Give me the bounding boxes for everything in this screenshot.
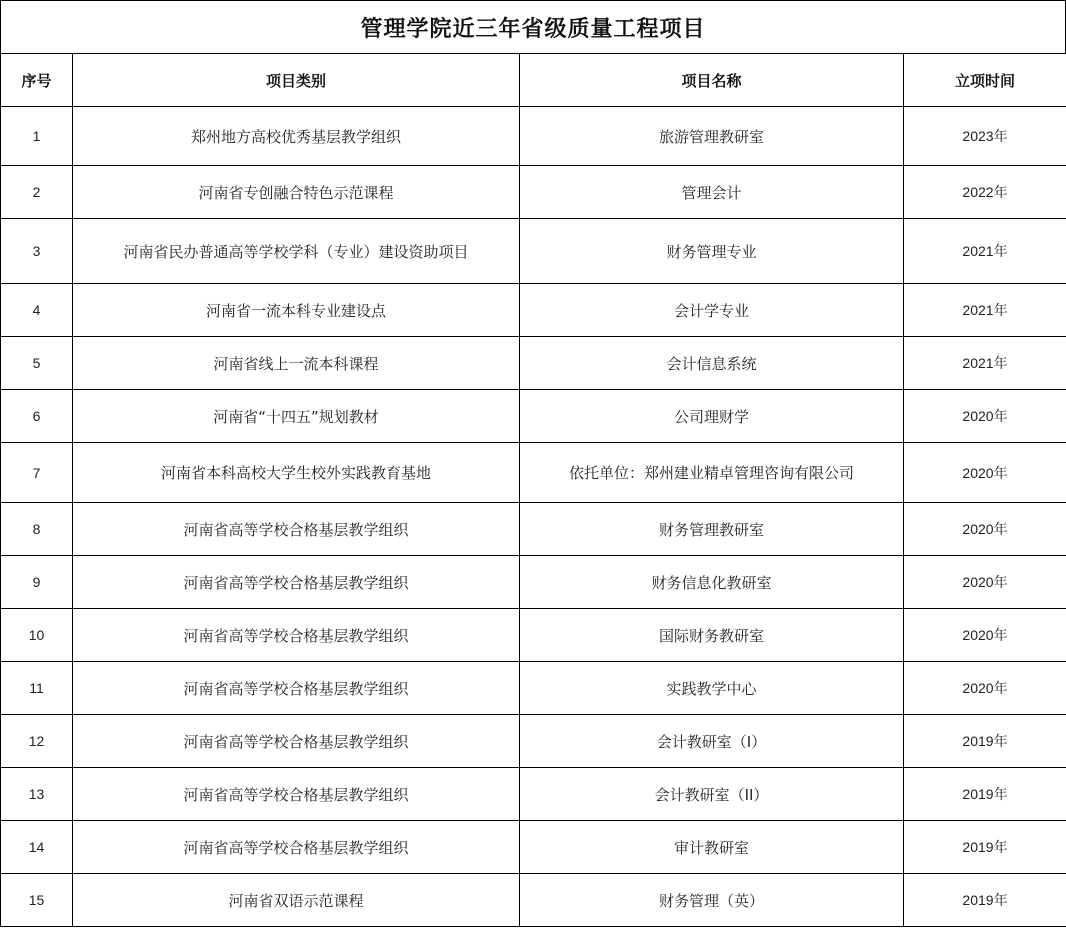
cell-category: 河南省一流本科专业建设点	[73, 284, 520, 337]
table-row	[1, 390, 1066, 443]
table-row	[1, 609, 1066, 662]
cell-category: 河南省专创融合特色示范课程	[73, 166, 520, 219]
cell-year: 2020年	[904, 503, 1066, 556]
cell-name: 审计教研室	[520, 821, 904, 874]
cell-name: 财务管理教研室	[520, 503, 904, 556]
cell-year: 2020年	[904, 609, 1066, 662]
cell-name: 财务管理专业	[520, 219, 904, 284]
cell-category: 郑州地方高校优秀基层教学组织	[73, 107, 520, 166]
cell-category: 河南省高等学校合格基层教学组织	[73, 609, 520, 662]
table-row	[1, 715, 1066, 768]
cell-name: 财务管理（英）	[520, 874, 904, 927]
cell-year: 2019年	[904, 821, 1066, 874]
cell-category: 河南省高等学校合格基层教学组织	[73, 821, 520, 874]
table-row	[1, 662, 1066, 715]
table-row	[1, 219, 1066, 284]
cell-name: 实践教学中心	[520, 662, 904, 715]
cell-category: 河南省高等学校合格基层教学组织	[73, 768, 520, 821]
table-row	[1, 556, 1066, 609]
cell-category: 河南省线上一流本科课程	[73, 337, 520, 390]
cell-index: 15	[1, 874, 73, 927]
header-name: 项目名称	[520, 54, 904, 107]
cell-year: 2020年	[904, 390, 1066, 443]
table-row	[1, 107, 1066, 166]
cell-name: 公司理财学	[520, 390, 904, 443]
cell-category: 河南省高等学校合格基层教学组织	[73, 503, 520, 556]
cell-index: 11	[1, 662, 73, 715]
table-row	[1, 503, 1066, 556]
cell-year: 2020年	[904, 662, 1066, 715]
cell-year: 2021年	[904, 219, 1066, 284]
table-row	[1, 821, 1066, 874]
cell-name: 依托单位：郑州建业精卓管理咨询有限公司	[520, 443, 904, 503]
cell-year: 2023年	[904, 107, 1066, 166]
cell-index: 10	[1, 609, 73, 662]
cell-name: 财务信息化教研室	[520, 556, 904, 609]
cell-year: 2021年	[904, 337, 1066, 390]
cell-year: 2020年	[904, 556, 1066, 609]
cell-category: 河南省高等学校合格基层教学组织	[73, 662, 520, 715]
cell-index: 6	[1, 390, 73, 443]
projects-table	[0, 53, 1066, 927]
cell-category: 河南省高等学校合格基层教学组织	[73, 715, 520, 768]
cell-category: 河南省“十四五”规划教材	[73, 390, 520, 443]
cell-name: 会计教研室（I）	[520, 715, 904, 768]
cell-index: 14	[1, 821, 73, 874]
cell-year: 2019年	[904, 715, 1066, 768]
header-category: 项目类别	[73, 54, 520, 107]
cell-index: 2	[1, 166, 73, 219]
table-row	[1, 284, 1066, 337]
cell-name: 旅游管理教研室	[520, 107, 904, 166]
cell-name: 管理会计	[520, 166, 904, 219]
cell-index: 13	[1, 768, 73, 821]
table-row	[1, 768, 1066, 821]
header-year: 立项时间	[904, 54, 1066, 107]
cell-name: 国际财务教研室	[520, 609, 904, 662]
table-row	[1, 443, 1066, 503]
table-row	[1, 337, 1066, 390]
cell-name: 会计学专业	[520, 284, 904, 337]
cell-index: 9	[1, 556, 73, 609]
cell-year: 2021年	[904, 284, 1066, 337]
page-title: 管理学院近三年省级质量工程项目	[0, 0, 1066, 54]
header-row	[1, 54, 1066, 107]
cell-name: 会计信息系统	[520, 337, 904, 390]
table-row	[1, 874, 1066, 927]
cell-year: 2020年	[904, 443, 1066, 503]
cell-category: 河南省高等学校合格基层教学组织	[73, 556, 520, 609]
cell-category: 河南省民办普通高等学校学科（专业）建设资助项目	[73, 219, 520, 284]
cell-name: 会计教研室（II）	[520, 768, 904, 821]
cell-index: 3	[1, 219, 73, 284]
table-row	[1, 166, 1066, 219]
cell-index: 8	[1, 503, 73, 556]
cell-index: 1	[1, 107, 73, 166]
header-index: 序号	[1, 54, 73, 107]
cell-index: 5	[1, 337, 73, 390]
cell-category: 河南省本科高校大学生校外实践教育基地	[73, 443, 520, 503]
cell-year: 2019年	[904, 768, 1066, 821]
cell-index: 4	[1, 284, 73, 337]
cell-index: 7	[1, 443, 73, 503]
cell-index: 12	[1, 715, 73, 768]
cell-year: 2022年	[904, 166, 1066, 219]
cell-year: 2019年	[904, 874, 1066, 927]
cell-category: 河南省双语示范课程	[73, 874, 520, 927]
